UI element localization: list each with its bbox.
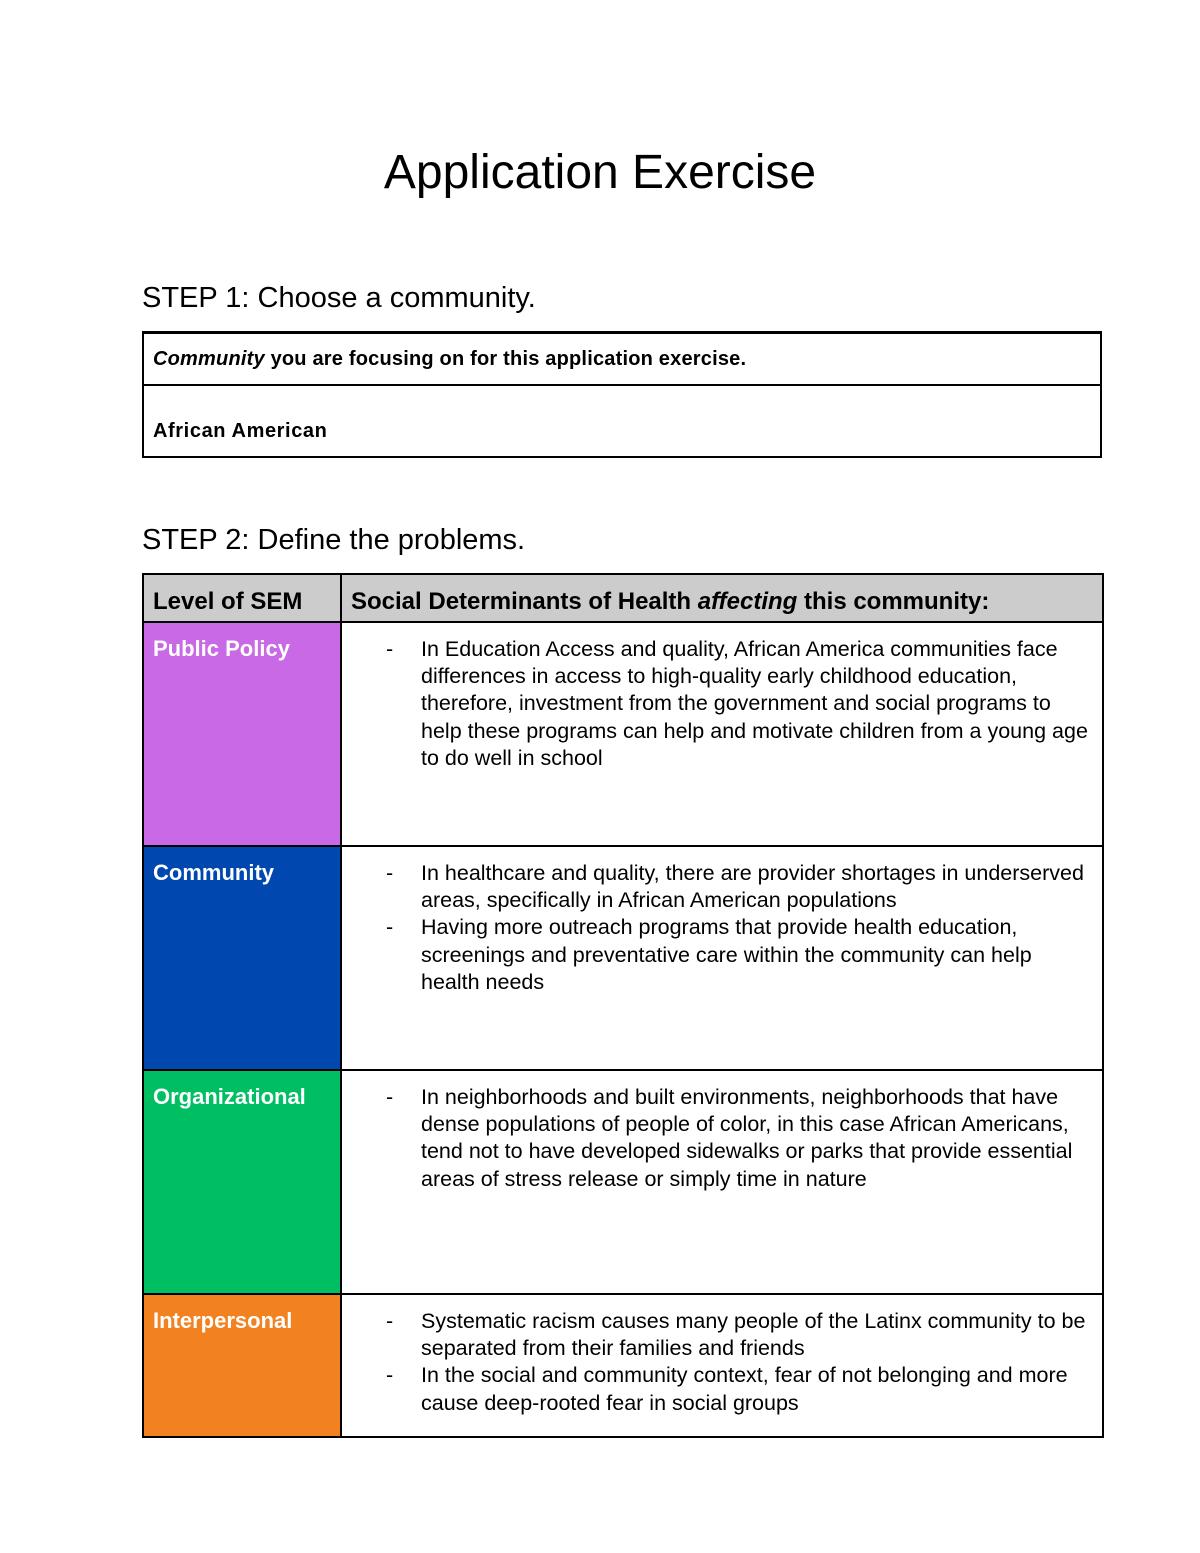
list-item — [342, 636, 1092, 772]
sdoh-cell — [341, 622, 1103, 846]
header-sdoh-italic: affecting — [697, 588, 798, 615]
bullet-list — [342, 1084, 1092, 1193]
level-cell-public-policy: Public Policy — [143, 622, 341, 846]
list-item — [342, 860, 1092, 914]
bullet-dash: - — [386, 637, 394, 661]
level-cell-community: Community — [143, 846, 341, 1070]
header-level: Level of SEM — [143, 574, 341, 622]
bullet-dash: - — [386, 1085, 394, 1109]
header-sdoh-before: Social Determinants of Health — [351, 588, 698, 615]
table-row — [143, 1294, 1103, 1437]
bullet-text: In the social and community context, fear of not belonging and more cause deep-rooted fear in social groups — [421, 1363, 1068, 1415]
sdoh-cell — [341, 1294, 1103, 1437]
bullet-dash: - — [386, 861, 394, 885]
bullet-text: Having more outreach programs that provide health education, screenings and preventative care within the community can help health needs — [421, 915, 1032, 994]
page-title: Application Exercise — [383, 146, 817, 199]
community-box — [142, 331, 1102, 458]
bullet-text: Systematic racism causes many people of the Latinx community to be separated from their families and friends — [421, 1309, 1086, 1361]
header-sdoh — [341, 574, 1103, 622]
bullet-dash: - — [386, 1309, 394, 1333]
community-prompt-italic: Community — [153, 348, 265, 370]
header-sdoh-after: this community: — [797, 588, 990, 615]
list-item — [342, 1084, 1092, 1193]
community-answer: African American — [153, 420, 328, 442]
bullet-text: In Education Access and quality, African America communities face differences in access to high-quality early childhood education, therefore, investment from the government and social programs to help these programs can help and motivate children from a young age to do well in school — [421, 637, 1088, 770]
bullet-text: In healthcare and quality, there are provider shortages in underserved areas, specifically in African American populations — [421, 861, 1084, 913]
level-cell-organizational: Organizational — [143, 1070, 341, 1294]
bullet-dash: - — [386, 1363, 394, 1388]
sdoh-cell — [341, 1070, 1103, 1294]
step2-heading: STEP 2: Define the problems. — [142, 524, 526, 556]
table-header-row — [143, 574, 1103, 622]
sem-table — [142, 573, 1104, 1438]
list-item — [342, 1362, 1092, 1416]
table-row — [143, 846, 1103, 1070]
bullet-list — [342, 1308, 1092, 1417]
bullet-list — [342, 636, 1092, 772]
bullet-text: In neighborhoods and built environments, neighborhoods that have dense populations of people of color, in this case African Americans, tend not to have developed sidewalks or parks that provide essential areas of stress release or simply time in nature — [421, 1085, 1073, 1191]
community-prompt-text: you are focusing on for this application exercise. — [264, 348, 747, 370]
level-cell-interpersonal: Interpersonal — [143, 1294, 341, 1437]
table-row — [143, 1070, 1103, 1294]
list-item — [342, 914, 1092, 996]
community-prompt — [144, 334, 1100, 386]
bullet-list — [342, 860, 1092, 996]
step1-heading: STEP 1: Choose a community. — [142, 282, 536, 314]
table-row — [143, 622, 1103, 846]
list-item — [342, 1308, 1092, 1362]
bullet-dash: - — [386, 915, 394, 940]
sdoh-cell — [341, 846, 1103, 1070]
